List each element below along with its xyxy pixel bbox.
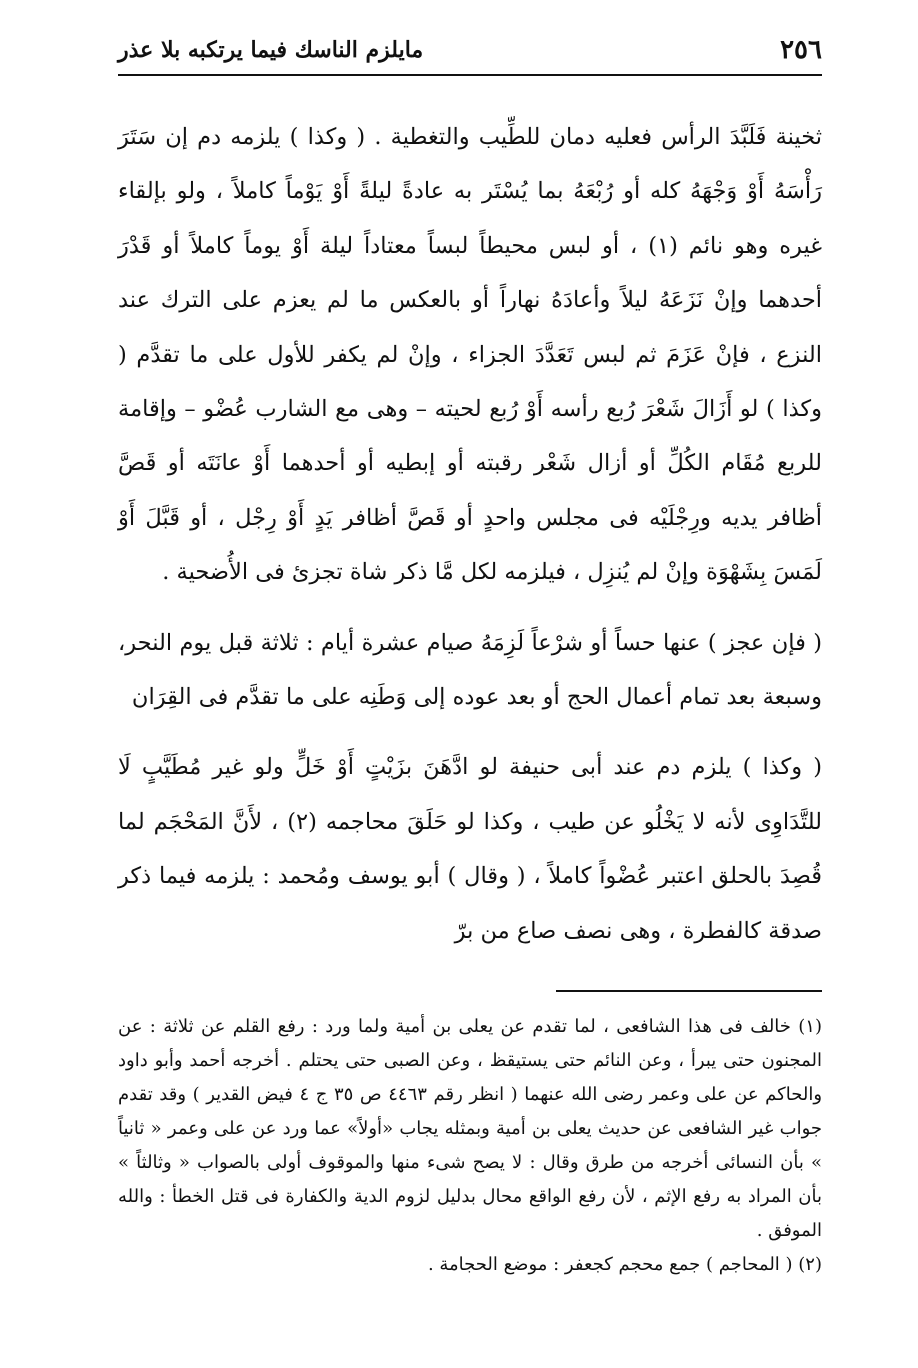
page-number: ٢٥٦ (780, 35, 822, 65)
footnotes (118, 1010, 822, 1282)
header-rule (118, 74, 822, 76)
footnote-rule (556, 990, 822, 992)
footnote: (٢) ( المحاجم ) جمع محجم كجعفر : موضع الحجامة . (427, 1254, 822, 1275)
main-text (118, 110, 822, 958)
running-title: مايلزم الناسك فيما يرتكبه بلا عذر (118, 37, 424, 63)
footnote: (١) خالف فى هذا الشافعى ، لما تقدم عن يعلى بن أمية ولما ورد : رفع القلم عن ثلاثة : عن المجنون حتى يبرأ ، وعن النائم حتى يستيقظ ، وعن الصبى حتى يحتلم . أخرجه أحمد وأبو داود والحاكم عن على وعمر رضى الله عنهما ( انظر رقم ٤٤٦٣ ص ٣٥ ج ٤ فيض القدير ) وقد تقدم جواب غير الشافعى عن حديث يعلى بن أمية وبمثله يجاب «أولاً» عما ورد عن على وعمر « ثانياً » بأن النسائى أخرجه من طرق وقال : لا يصح شىء منها والموقوف أولى بالصواب « وثالثاً » بأن المراد به رفع الإثم ، لأن رفع الواقع محال بدليل لزوم الدية والكفارة فى قتل الخطأ : والله الموفق . (118, 1016, 823, 1241)
page-header (118, 28, 822, 72)
paragraph: ثخينة فَلَبَّدَ الرأس فعليه دمان للطِّيب والتغطية . ( وكذا ) يلزمه دم إن سَتَرَ رَأْسَهُ أَوْ وَجْهَهُ كله أو رُبْعَهُ بما يُسْتَر به عادةً ليلةً أَوْ يَوْماً كاملاً ، ولو بإلقاء غيره وهو نائم (١) ، أو لبس محيطاً لبساً معتاداً ليلة أَوْ يوماً كاملاً أو قَدْرَ أحدهما وإنْ نَزَعَهُ ليلاً وأعادَهُ نهاراً أو بالعكس ما لم يعزم على الترك عند النزع ، فإنْ عَزَمَ ثم لبس تَعَدَّدَ الجزاء ، وإنْ لم يكفر للأول على ما تقدَّم ( وكذا ) لو أَزَالَ شَعْرَ رُبع رأسه أَوْ رُبع لحيته – وهى مع الشارب عُضْو – وإقامة للربع مُقَام الكُلِّ أو أزال شَعْر رقبته أو إبطيه أو أحدهما أَوْ عانَتَه أو قَصَّ أظافر يديه ورِجْلَيْه فى مجلس واحدٍ أو قَصَّ أظافر يَدٍ أَوْ رِجْل ، أو قَبَّلَ أَوْ لَمَسَ بِشَهْوَة وإنْ لم يُنزِل ، فيلزمه لكل مَّا ذكر شاة تجزئ فى الأُضحية . (118, 124, 823, 586)
paragraph: ( فإن عجز ) عنها حساً أو شرْعاً لَزِمَهُ صيام عشرة أيام : ثلاثة قبل يوم النحر، وسبعة بعد تمام أعمال الحج أو بعد عوده إلى وَطَنِه على ما تقدَّم فى القِرَان (118, 629, 822, 711)
paragraph: ( وكذا ) يلزم دم عند أبى حنيفة لو ادَّهَنَ بزَيْتٍ أَوْ خَلٍّ ولو غير مُطَيَّبٍ لَا للتَّدَاوِى لأنه لا يَخْلُو عن طيب ، وكذا لو حَلَقَ محاجمه (٢) ، لأَنَّ المَحْجَم لما قُصِدَ بالحلق اعتبر عُضْواً كاملاً ، ( وقال ) أبو يوسف ومُحمد : يلزمه فيما ذكر صدقة كالفطرة ، وهى نصف صاع من برّ (118, 754, 823, 944)
